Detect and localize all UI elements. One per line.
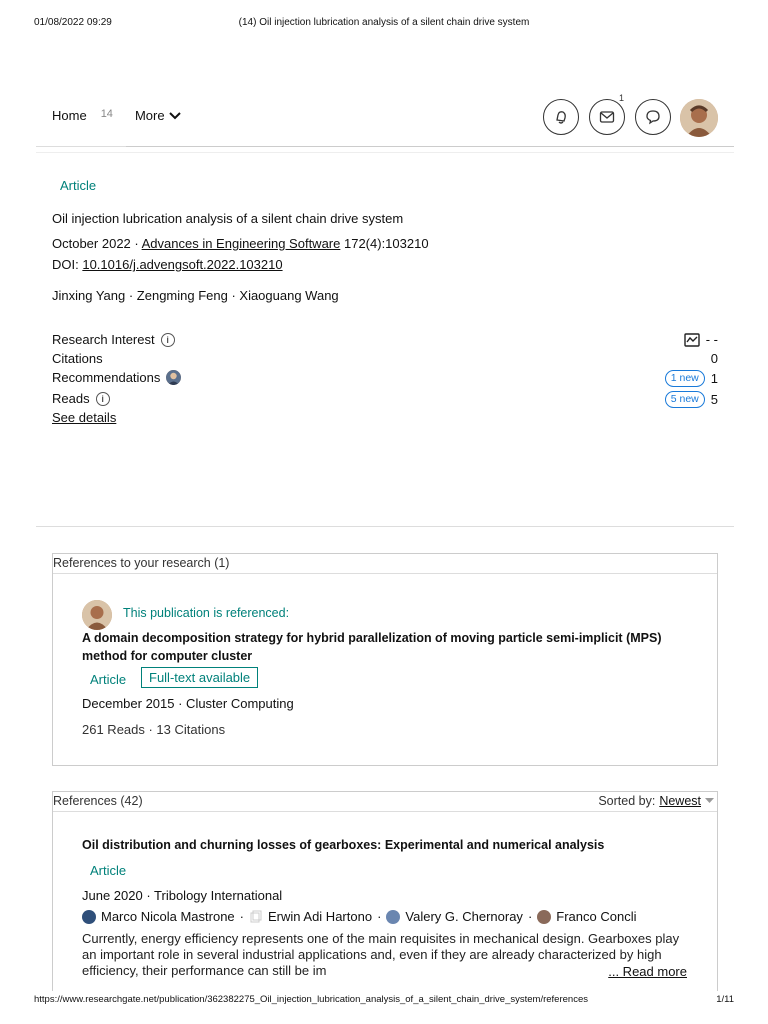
publication-type: Article: [90, 863, 127, 878]
doi-label: DOI:: [52, 257, 83, 272]
placeholder-avatar-icon: [249, 910, 263, 924]
author-avatar[interactable]: [82, 910, 96, 924]
separator: ·: [130, 236, 142, 251]
author-name[interactable]: Marco Nicola Mastrone: [101, 909, 235, 924]
nav-more-label: More: [134, 108, 165, 123]
reads-label: [52, 391, 110, 406]
caret-down-icon: [705, 798, 714, 804]
sort-value[interactable]: Newest: [659, 794, 701, 808]
bell-icon: [553, 109, 569, 125]
reference-authors: [82, 909, 636, 924]
author-name[interactable]: Erwin Adi Hartono: [268, 909, 373, 924]
publication-volume: 172(4):103210: [343, 236, 429, 251]
separator: ·: [377, 909, 382, 924]
print-datetime: 01/08/2022 09:29: [34, 17, 112, 28]
print-url: https://www.researchgate.net/publication/362382275_Oil_injection_lubrication_analysis_of_a_silent_chain_drive_system/references: [34, 994, 588, 1005]
reference-title[interactable]: Oil distribution and churning losses of gearboxes: Experimental and numerical analysis: [82, 838, 605, 852]
reads-value: [665, 391, 718, 408]
mail-icon: [599, 110, 615, 124]
references-to-research-card: [52, 553, 718, 766]
trend-chart-icon: [684, 333, 700, 347]
chat-bubble-icon: [645, 109, 661, 125]
publication-authors[interactable]: Jinxing Yang · Zengming Feng · Xiaoguang Wang: [52, 288, 339, 303]
references-card: [52, 791, 718, 991]
card-header-divider: [53, 573, 717, 574]
citations-label: [52, 351, 103, 366]
chat-button[interactable]: [635, 99, 671, 135]
stat-label-text: Citations: [52, 351, 103, 366]
home-count: 14: [100, 107, 113, 120]
full-text-badge[interactable]: Full-text available: [141, 667, 258, 688]
user-avatar[interactable]: [680, 99, 718, 137]
doi-link[interactable]: 10.1016/j.advengsoft.2022.103210: [82, 257, 283, 272]
referenced-label: This publication is referenced:: [123, 606, 290, 620]
info-icon[interactable]: i: [161, 333, 175, 347]
new-reads-badge[interactable]: 5 new: [665, 391, 705, 408]
sort-label: Sorted by:: [598, 794, 656, 808]
nav-home[interactable]: Home: [52, 108, 87, 123]
notifications-button[interactable]: [543, 99, 579, 135]
publication-date: October 2022: [52, 236, 131, 251]
publication-title: Oil injection lubrication analysis of a silent chain drive system: [52, 211, 404, 226]
info-icon[interactable]: i: [96, 392, 110, 406]
author-avatar[interactable]: [537, 910, 551, 924]
card-header-divider: [53, 811, 717, 812]
stat-label-text: Research Interest: [52, 332, 155, 347]
stat-value-text: 0: [710, 351, 718, 366]
chevron-down-icon: [169, 112, 181, 120]
card-header: References to your research (1): [53, 556, 230, 570]
stat-value-text: - -: [705, 332, 718, 347]
section-divider: [36, 526, 734, 527]
author-avatar[interactable]: [386, 910, 400, 924]
card-header: References (42): [53, 794, 143, 808]
reference-abstract: Currently, energy efficiency represents one of the main requisites in mechanical design. Gearboxes play an important role in several industrial applications and, even if they are already characterized by high efficiency, their performance can still be im: [82, 931, 680, 978]
print-page-number: 1/11: [716, 994, 734, 1005]
citations-value: [711, 351, 718, 366]
nav-divider: [36, 146, 126, 147]
stat-label-text: Recommendations: [52, 370, 161, 385]
publication-type: Article: [90, 672, 127, 687]
sort-dropdown[interactable]: [598, 794, 714, 808]
stat-value-text: 1: [710, 371, 718, 386]
separator: ·: [239, 909, 244, 924]
nav-divider: [126, 146, 734, 147]
avatar-image: [680, 99, 718, 137]
publication-type: Article: [60, 178, 97, 193]
print-page-title: (14) Oil injection lubrication analysis of a silent chain drive system: [238, 17, 530, 28]
referencing-author-avatar[interactable]: [82, 600, 112, 630]
research-interest-label: [52, 332, 175, 347]
publication-stats: 261 Reads · 13 Citations: [82, 722, 226, 737]
new-recommendations-badge[interactable]: 1 new: [665, 370, 705, 387]
recommendations-value: [665, 370, 718, 387]
research-interest-value: [684, 332, 718, 347]
nav-more-button[interactable]: [135, 108, 181, 123]
publication-doi: [52, 257, 283, 272]
messages-button[interactable]: [589, 99, 625, 135]
read-more-link[interactable]: ... Read more: [604, 964, 687, 979]
separator: ·: [527, 909, 533, 924]
see-details-link[interactable]: See details: [52, 410, 117, 425]
author-name[interactable]: Valery G. Chernoray: [405, 909, 523, 924]
journal-link[interactable]: Advances in Engineering Software: [141, 236, 341, 251]
publication-meta: December 2015 · Cluster Computing: [82, 696, 294, 711]
recommendations-label: [52, 370, 181, 385]
publication-meta: June 2020 · Tribology International: [82, 888, 283, 903]
nav-divider: [36, 152, 734, 153]
publication-meta: [52, 236, 429, 251]
referencing-publication-title[interactable]: A domain decomposition strategy for hybrid parallelization of moving particle semi-implicit (MPS) method for computer cluster: [82, 631, 662, 663]
recommender-avatar[interactable]: [166, 370, 181, 385]
messages-badge: 1: [619, 93, 625, 103]
stat-label-text: Reads: [52, 391, 90, 406]
top-nav: [52, 108, 181, 123]
author-name[interactable]: Franco Concli: [556, 909, 637, 924]
stat-value-text: 5: [710, 392, 718, 407]
